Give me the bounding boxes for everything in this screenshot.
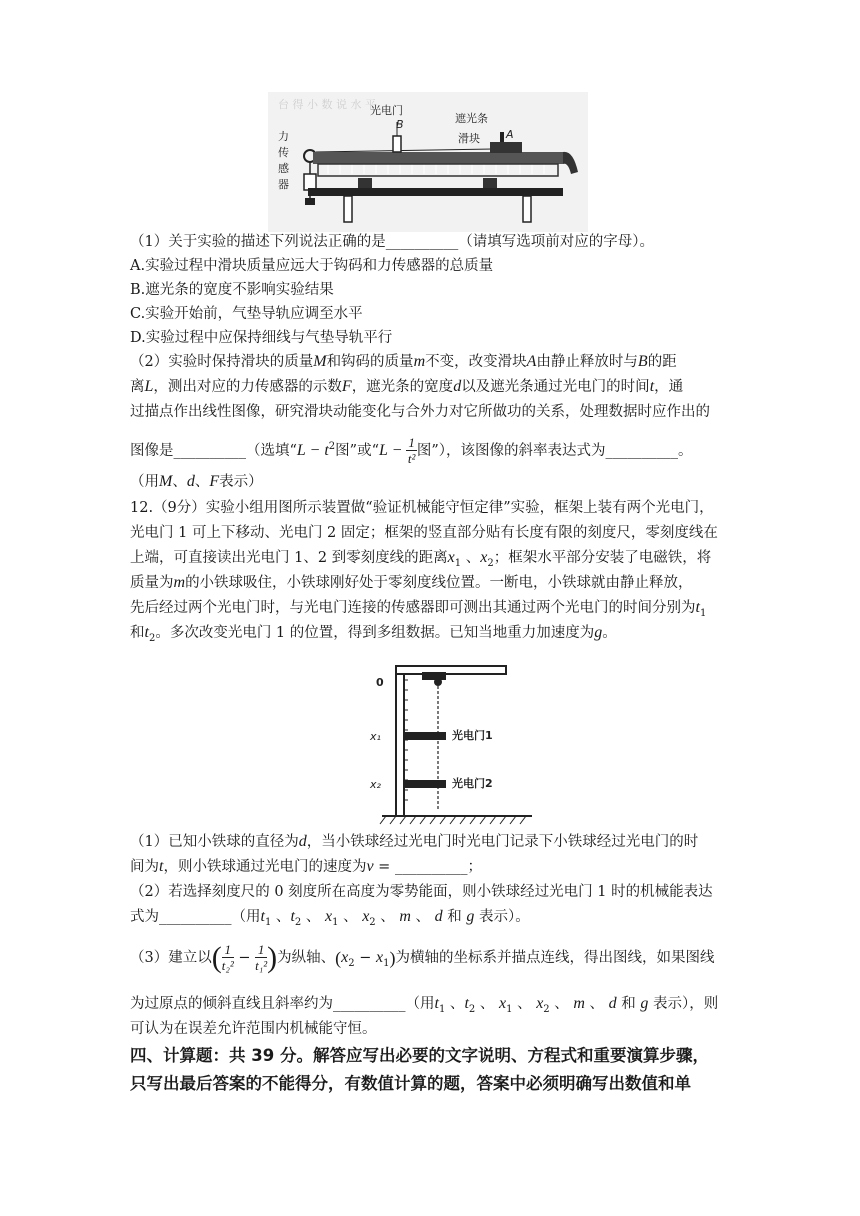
- label-gate1: 光电门1: [452, 729, 493, 742]
- label-force-2: 传: [278, 146, 289, 159]
- q12-part2-line2: 式为__________（用$t_1$ 、$t_2$ 、 $x_1$ 、 $x_2$ 、 m 、 d 和 g 表示）。: [130, 908, 530, 928]
- electromagnet: [422, 672, 446, 680]
- air-track-figure: [268, 92, 588, 232]
- svg-text:台 得 小 数 说 水 平: 台 得 小 数 说 水 平: [278, 98, 376, 111]
- label-gate2: 光电门2: [452, 777, 493, 790]
- label-a: A: [506, 128, 514, 141]
- q11-option-c: C.实验开始前，气垫导轨应调至水平: [130, 306, 363, 322]
- q11-option-a: A.实验过程中滑块质量应远大于钩码和力传感器的总质量: [130, 258, 494, 274]
- q12-line4: 质量为m的小铁球吸住，小铁球刚好处于零刻度线位置。一断电，小铁球就由静止释放，: [130, 574, 693, 591]
- photogate-b: [393, 136, 401, 152]
- iron-ball: [434, 678, 442, 686]
- q12-part3-line2: 为过原点的倾斜直线且斜率约为__________（用$t_1$ 、$t_2$ 、 $x_1$ 、 $x_2$ 、 m 、 d 和 g 表示），则: [130, 995, 719, 1015]
- q12-line3: 上端，可直接读出光电门 1、2 到零刻度线的距离$x_1$ 、$x_2$；框架水平部分安装了电磁铁，将: [130, 549, 712, 569]
- q11-part2-line4: 图像是__________（选填“$L - t^2$图”或“L − $\frac{1}{\text{t²}}$ 图”），该图像的斜率表达式为__________。: [130, 434, 693, 466]
- q12-part1-line1: （1）已知小铁球的直径为d，当小铁球经过光电门时光电门记录下小铁球经过光电门的时: [130, 833, 699, 850]
- q12-line5: 先后经过两个光电门时，与光电门连接的传感器即可测出其通过两个光电门的时间分别为$t_1$: [130, 599, 707, 619]
- photogate-2: [404, 780, 446, 788]
- section4-line1: 四、计算题：共 39 分。解答应写出必要的文字说明、方程式和重要演算步骤，: [130, 1046, 709, 1065]
- section4-line2: 只写出最后答案的不能得分，有数值计算的题，答案中必须明确写出数值和单: [130, 1074, 691, 1093]
- q12-line2: 光电门 1 可上下移动、光电门 2 固定；框架的竖直部分贴有长度有限的刻度尺，零刻度线在: [130, 525, 718, 541]
- base-plate: [308, 188, 563, 196]
- q11-part2-line5: （用M、d、F表示）: [130, 473, 263, 490]
- q12-part3-line1: （3）建立以( $\frac{1}{\text{t₂²}}$ − $\frac{1}{\text{t₁²}}$ )为纵轴、$(x_2 - x_1)$为横轴的坐标系并描点连线，得出图线，如果图线: [130, 941, 715, 974]
- q11-part2-line3: 过描点作出线性图像，研究滑块动能变化与合外力对它所做功的关系，处理数据时应作出的: [130, 404, 710, 420]
- label-b: B: [396, 118, 404, 131]
- q12-part2-line1: （2）若选择刻度尺的 0 刻度所在高度为零势能面，则小铁球经过光电门 1 时的机械能表达: [130, 884, 713, 900]
- label-slider: 滑块: [458, 132, 480, 145]
- air-track: [313, 152, 563, 164]
- photogate-1: [404, 732, 446, 740]
- vertical-ruler: [396, 666, 404, 816]
- force-sensor-box: [304, 174, 316, 190]
- label-force-1: 力: [278, 130, 289, 143]
- q12-line1: 12.（9分）实验小组用图所示装置做“验证机械能守恒定律”实验，框架上装有两个光电门，: [130, 500, 714, 516]
- q11-part1: （1）关于实验的描述下列说法正确的是__________（请填写选项前对应的字母）。: [130, 234, 654, 250]
- q12-part3-line3: 可认为在误差允许范围内机械能守恒。: [130, 1021, 377, 1037]
- q11-part2-line2: 离L，测出对应的力传感器的示数F，遮光条的宽度d以及遮光条通过光电门的时间t，通: [130, 378, 684, 395]
- label-photogate: 光电门: [370, 104, 403, 117]
- hook-weight: [305, 198, 315, 205]
- label-zero: 0: [376, 676, 384, 689]
- q12-part1-line2: 间为t，则小铁球通过光电门的速度为v = __________；: [130, 858, 482, 875]
- slider-block: [490, 142, 522, 153]
- label-x2: x₂: [370, 778, 381, 791]
- q12-line6: 和$t_2$。多次改变光电门 1 的位置，得到多组数据。已知当地重力加速度为g。: [130, 624, 617, 644]
- q11-part2-line1: （2）实验时保持滑块的质量M和钩码的质量m不变，改变滑块A由静止释放时与B的距: [130, 353, 677, 370]
- label-shading-strip: 遮光条: [455, 112, 488, 125]
- label-x1: x₁: [370, 730, 381, 743]
- q11-option-d: D.实验过程中应保持细线与气垫导轨平行: [130, 330, 393, 346]
- label-force-3: 感: [278, 162, 289, 175]
- q11-option-b: B.遮光条的宽度不影响实验结果: [130, 282, 334, 298]
- label-force-4: 器: [278, 178, 289, 191]
- free-fall-figure: [362, 660, 538, 828]
